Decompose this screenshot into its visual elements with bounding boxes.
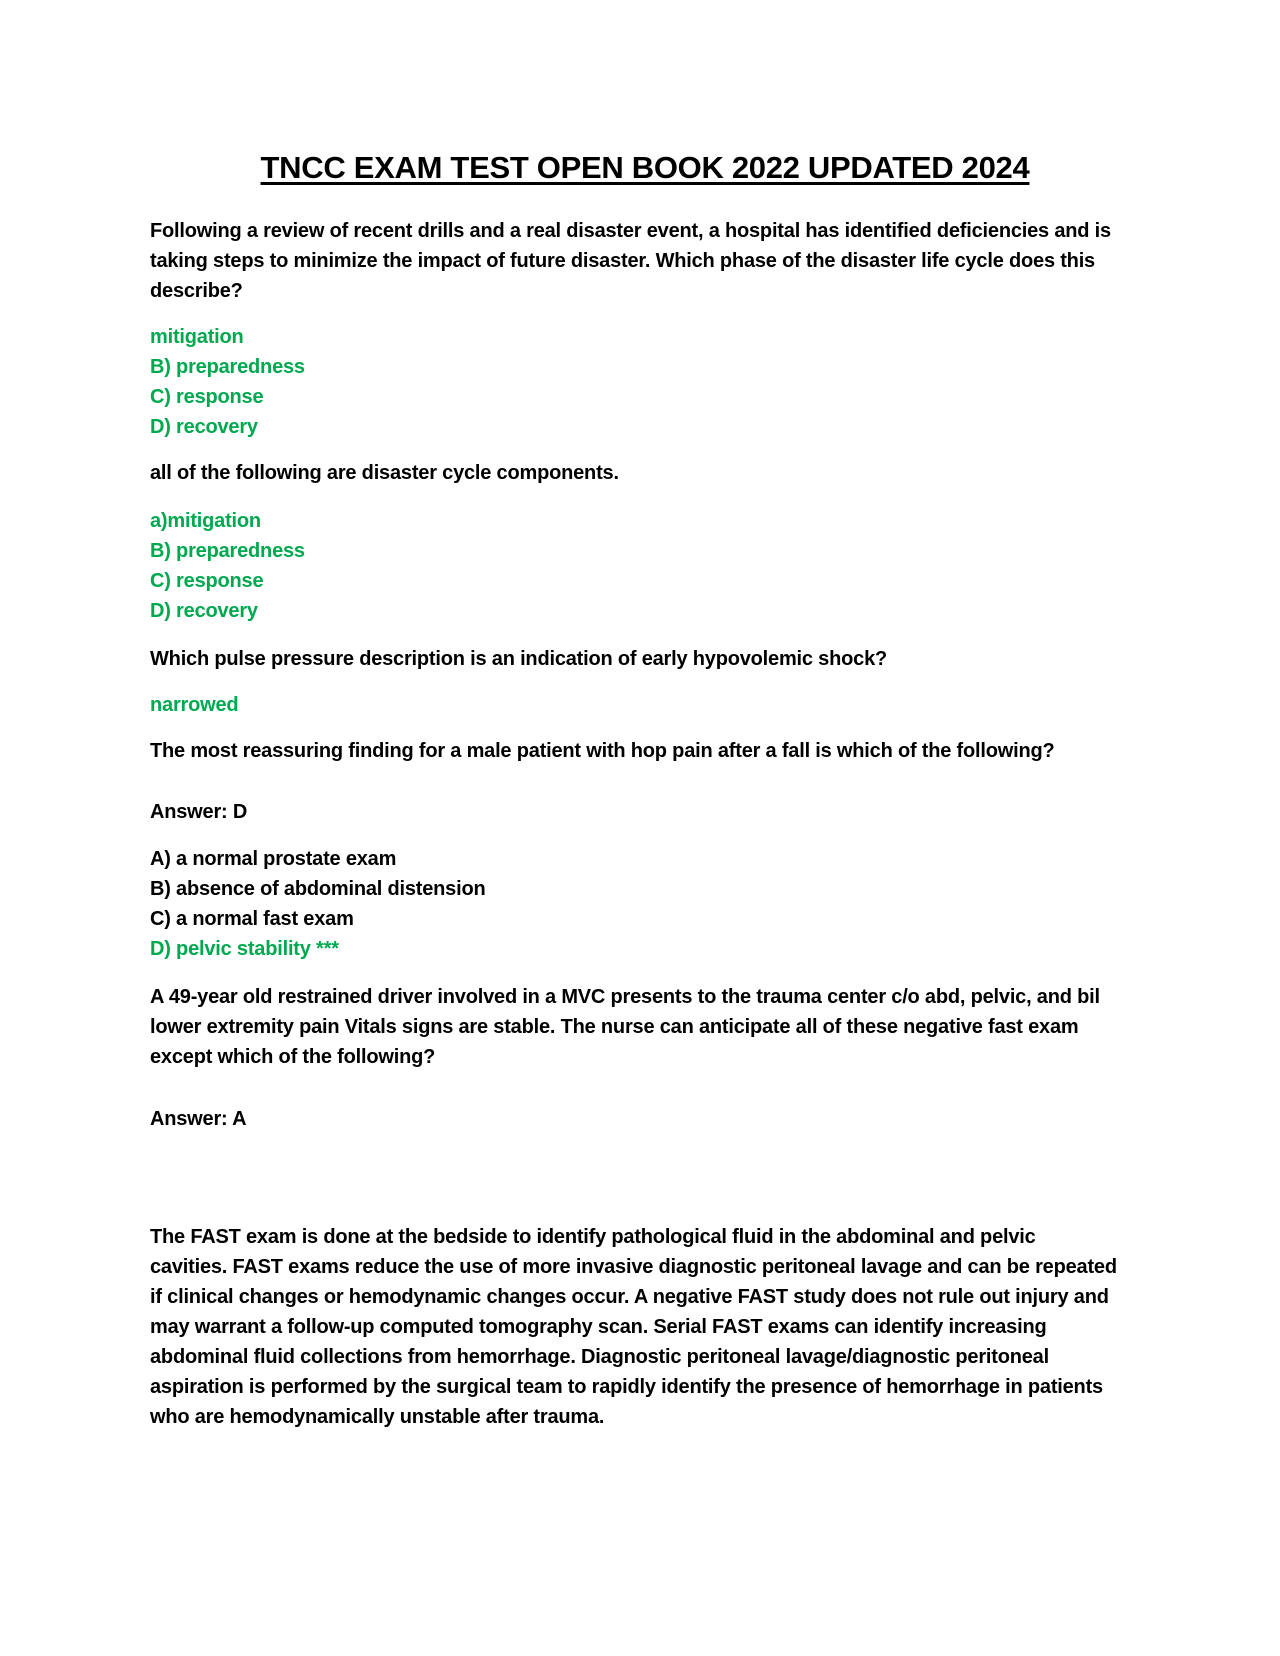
explanation-line: aspiration is performed by the surgical team to rapidly identify the presence of hemorrhage in patients — [150, 1376, 1103, 1398]
page-title: TNCC EXAM TEST OPEN BOOK 2022 UPDATED 2024 — [260, 150, 1030, 185]
explanation-line: abdominal fluid collections from hemorrhage. Diagnostic peritoneal lavage/diagnostic peritoneal — [150, 1346, 1049, 1368]
question-5-line: except which of the following? — [150, 1046, 436, 1068]
option: D) recovery — [150, 600, 258, 622]
answer-text: narrowed — [150, 694, 239, 716]
option: A) a normal prostate exam — [150, 848, 397, 870]
option: B) preparedness — [150, 540, 305, 562]
question-5 — [150, 982, 1140, 1072]
question-1-line: Following a review of recent drills and a real disaster event, a hospital has identified deficiencies and is — [150, 220, 1111, 242]
question-4-options — [150, 844, 1140, 964]
question-2-text: all of the following are disaster cycle components. — [150, 462, 619, 484]
question-1 — [150, 216, 1140, 306]
option: C) response — [150, 570, 264, 592]
explanation-line: may warrant a follow-up computed tomography scan. Serial FAST exams can identify increasing — [150, 1316, 1047, 1338]
explanation-line: who are hemodynamically unstable after trauma. — [150, 1406, 605, 1428]
explanation-line: cavities. FAST exams reduce the use of more invasive diagnostic peritoneal lavage and can be repeated — [150, 1256, 1117, 1278]
question-4-answer-label — [150, 797, 1140, 827]
question-5-line: lower extremity pain Vitals signs are stable. The nurse can anticipate all of these negative fast exam — [150, 1016, 1079, 1038]
explanation-line: The FAST exam is done at the bedside to identify pathological fluid in the abdominal and pelvic — [150, 1226, 1036, 1248]
option: C) a normal fast exam — [150, 908, 354, 930]
question-1-line: describe? — [150, 280, 243, 302]
option: B) absence of abdominal distension — [150, 878, 486, 900]
question-4-text: The most reassuring finding for a male patient with hop pain after a fall is which of the following? — [150, 740, 1055, 762]
question-3 — [150, 644, 1140, 674]
explanation-paragraph — [150, 1222, 1140, 1432]
option: C) response — [150, 386, 264, 408]
option-answer: D) pelvic stability *** — [150, 938, 339, 960]
option: D) recovery — [150, 416, 258, 438]
question-4 — [150, 736, 1140, 766]
answer-label: Answer: A — [150, 1108, 247, 1130]
answer-label: Answer: D — [150, 801, 248, 823]
question-1-line: taking steps to minimize the impact of future disaster. Which phase of the disaster life cycle does this — [150, 250, 1095, 272]
question-5-line: A 49-year old restrained driver involved in a MVC presents to the trauma center c/o abd, pelvic, and bil — [150, 986, 1100, 1008]
option: B) preparedness — [150, 356, 305, 378]
question-3-text: Which pulse pressure description is an indication of early hypovolemic shock? — [150, 648, 888, 670]
question-2-options — [150, 506, 1140, 626]
option-answer: mitigation — [150, 326, 244, 348]
explanation-line: if clinical changes or hemodynamic changes occur. A negative FAST study does not rule out injury and — [150, 1286, 1109, 1308]
question-1-options — [150, 322, 1140, 442]
question-3-answer — [150, 690, 1140, 720]
question-5-answer-label — [150, 1104, 1140, 1134]
question-2 — [150, 458, 1140, 488]
option: a)mitigation — [150, 510, 261, 532]
